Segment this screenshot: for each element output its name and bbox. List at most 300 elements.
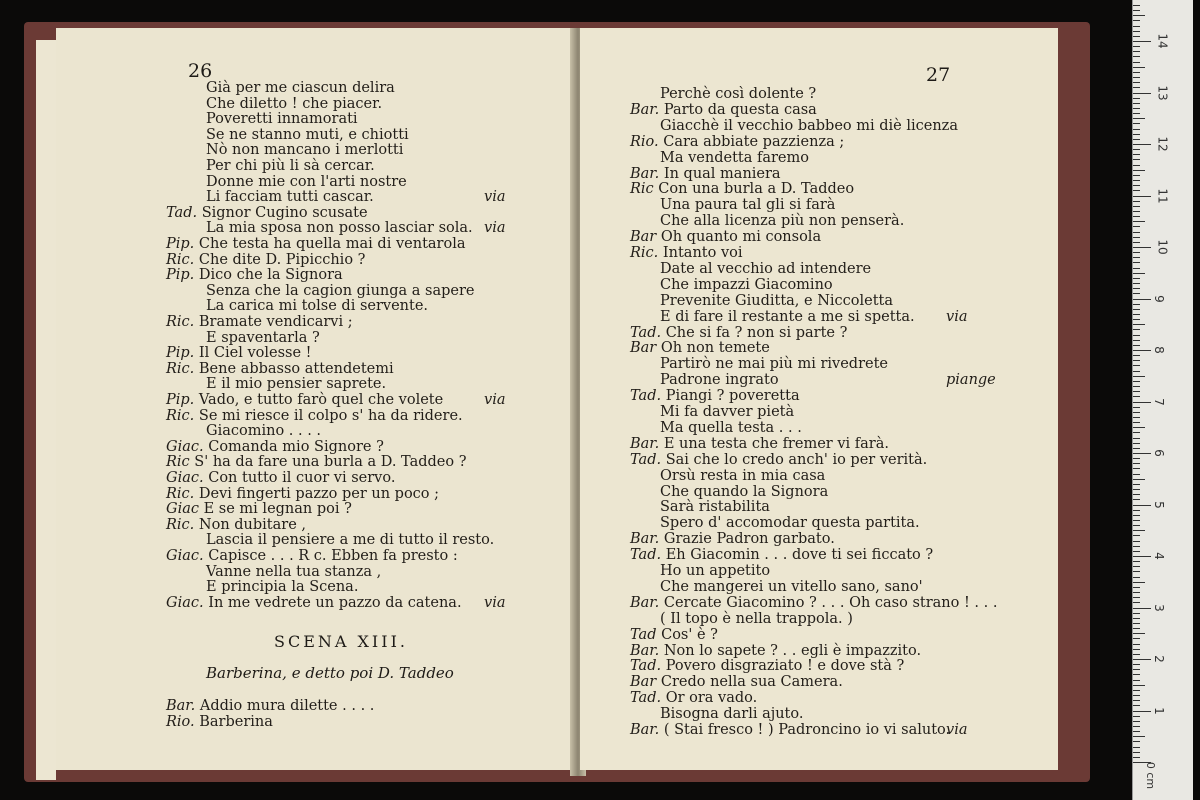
ruler-tick <box>1133 741 1140 742</box>
ruler-tick <box>1133 690 1140 691</box>
text-line <box>206 283 475 299</box>
speaker-label: Tad. <box>630 324 666 341</box>
ruler-tick <box>1133 633 1145 634</box>
ruler-tick <box>1133 669 1140 670</box>
speaker-label: Ric. <box>166 314 199 330</box>
ruler-tick <box>1133 299 1151 300</box>
line-text: Cara abbiate pazzienza ; <box>663 133 845 150</box>
ruler-tick <box>1133 602 1140 603</box>
ruler-tick <box>1133 510 1140 511</box>
ruler-tick <box>1133 134 1140 135</box>
ruler-tick <box>1133 757 1140 758</box>
ruler-tick <box>1133 638 1140 639</box>
ruler-number: 11 <box>1155 187 1170 204</box>
text-line <box>630 627 718 643</box>
line-text: Povero disgraziato ! e dove stà ? <box>665 658 905 675</box>
text-line <box>206 142 403 158</box>
speaker-label: Pip. <box>166 267 199 284</box>
line-text: Lascia il pensiere a me di tutto il resto. <box>206 532 495 549</box>
text-line <box>206 330 320 346</box>
stage-direction: via <box>484 220 506 237</box>
ruler-tick <box>1133 118 1145 119</box>
text-line <box>630 531 835 547</box>
ruler-tick <box>1133 10 1140 11</box>
text-line <box>660 309 915 325</box>
text-line <box>206 174 407 190</box>
ruler-tick <box>1133 324 1145 325</box>
line-text: Senza che la cagion giunga a sapere <box>206 282 475 299</box>
ruler-tick <box>1133 123 1140 124</box>
ruler-tick <box>1133 62 1140 63</box>
text-line <box>660 86 816 102</box>
text-line <box>660 293 893 309</box>
line-text: Che impazzi Giacomino <box>660 276 833 293</box>
ruler-number: 3 <box>1151 603 1166 612</box>
ruler-tick <box>1133 360 1140 361</box>
line-text: Sarà ristabilita <box>660 499 770 516</box>
text-line <box>166 517 306 533</box>
ruler-tick <box>1133 340 1140 341</box>
text-line <box>660 404 794 420</box>
ruler-tick <box>1133 546 1140 547</box>
ruler-tick <box>1133 283 1140 284</box>
ruler-unit-label: 0 cm <box>1144 761 1158 790</box>
line-text: Barberina <box>199 713 273 730</box>
line-text: Or ora vado. <box>665 690 758 707</box>
ruler-tick <box>1133 736 1145 737</box>
ruler-tick <box>1133 566 1140 567</box>
ruler-tick <box>1133 221 1145 222</box>
text-line <box>660 563 770 579</box>
text-line <box>660 468 825 484</box>
text-line <box>660 420 802 436</box>
line-text: Date al vecchio ad intendere <box>660 260 872 277</box>
speaker-label: Bar. <box>166 698 200 714</box>
ruler-tick <box>1133 159 1140 160</box>
ruler-tick <box>1133 262 1140 263</box>
text-line <box>660 515 920 531</box>
line-text: Orsù resta in mia casa <box>660 467 826 484</box>
line-text: Non lo sapete ? . . egli è impazzito. <box>663 642 922 659</box>
page-number-right: 27 <box>926 64 951 86</box>
ruler-tick <box>1133 103 1140 104</box>
line-text: Eh Giacomin . . . dove ti sei ficcato ? <box>665 547 934 564</box>
ruler-tick <box>1133 520 1140 521</box>
ruler-tick <box>1133 93 1151 94</box>
ruler-number: 2 <box>1151 655 1166 663</box>
line-text: E principia la Scena. <box>206 579 359 596</box>
text-line <box>660 579 923 595</box>
ruler-tick <box>1133 628 1140 629</box>
ruler-tick <box>1133 26 1140 27</box>
text-line <box>166 252 365 268</box>
line-text: Perchè così dolente ? <box>660 86 817 102</box>
ruler-tick <box>1133 674 1140 675</box>
ruler-tick <box>1133 268 1140 269</box>
line-text: Ma quella testa . . . <box>660 419 802 436</box>
ruler-tick <box>1133 530 1145 531</box>
text-line <box>166 714 273 730</box>
ruler-tick <box>1133 314 1140 315</box>
ruler-tick <box>1133 165 1140 166</box>
ruler-tick <box>1133 257 1140 258</box>
ruler-tick <box>1133 468 1140 469</box>
ruler-tick <box>1133 649 1140 650</box>
line-text: Li facciam tutti cascar. <box>206 189 374 206</box>
line-text: Giacchè il vecchio babbeo mi diè licenza <box>660 117 958 134</box>
ruler-tick <box>1133 329 1140 330</box>
line-text: Che dite D. Pipicchio ? <box>198 251 366 268</box>
ruler-tick <box>1133 319 1140 320</box>
line-text: Comanda mio Signore ? <box>208 438 384 455</box>
speaker-label: Pip. <box>166 236 199 252</box>
ruler-tick <box>1133 72 1140 73</box>
text-line <box>660 356 888 372</box>
line-text: Grazie Padron garbato. <box>663 531 835 548</box>
ruler-tick <box>1133 551 1140 552</box>
ruler-tick <box>1133 525 1140 526</box>
line-text: Con tutto il cuor vi servo. <box>208 470 396 486</box>
line-text: In me vedrete un pazzo da catena. <box>208 594 462 611</box>
line-text: Che diletto ! che piacer. <box>206 95 383 112</box>
text-line <box>166 454 467 470</box>
text-line <box>206 579 358 595</box>
text-line <box>630 643 921 659</box>
ruler-tick <box>1133 226 1140 227</box>
line-text: Oh quanto mi consola <box>660 229 822 246</box>
line-text: E di fare il restante a me si spetta. <box>660 308 915 325</box>
ruler-tick <box>1133 731 1140 732</box>
ruler-tick <box>1133 190 1140 191</box>
ruler-tick <box>1133 252 1140 253</box>
ruler-tick <box>1133 170 1145 171</box>
line-text: ( Stai fresco ! ) Padroncino io vi saluto. <box>663 722 951 738</box>
ruler-number: 12 <box>1155 136 1170 152</box>
line-text: Già per me ciascun delira <box>206 80 395 96</box>
text-line <box>206 532 494 548</box>
ruler-tick <box>1133 422 1140 423</box>
ruler-number: 10 <box>1155 239 1170 255</box>
text-line <box>630 229 821 245</box>
text-line <box>166 501 352 517</box>
speaker-label: Ric. <box>166 485 199 502</box>
stage-direction: via <box>946 308 968 325</box>
ruler-tick <box>1133 149 1140 150</box>
text-line <box>630 166 781 182</box>
ruler-tick <box>1133 211 1140 212</box>
ruler-tick <box>1133 232 1140 233</box>
stage-direction: via <box>484 189 506 206</box>
ruler-tick <box>1133 592 1140 593</box>
scene-subheading: Barberina, e detto poi D. Taddeo <box>206 664 454 682</box>
line-text: ( Il topo è nella trappola. ) <box>660 610 853 627</box>
ruler-tick <box>1133 216 1140 217</box>
ruler-tick <box>1133 237 1140 238</box>
line-text: Che si fa ? non si parte ? <box>665 324 848 341</box>
ruler-number: 14 <box>1155 33 1170 49</box>
text-line <box>630 547 933 563</box>
ruler-tick <box>1133 185 1140 186</box>
ruler-tick <box>1133 386 1140 387</box>
text-line <box>206 564 381 580</box>
line-text: Sai che lo credo anch' io per verità. <box>665 451 928 468</box>
text-line <box>630 690 757 706</box>
line-text: Devi fingerti pazzo per un poco ; <box>198 485 440 502</box>
ruler-tick <box>1133 608 1151 609</box>
stage-direction: piange <box>946 372 996 389</box>
left-page <box>56 28 576 770</box>
text-line <box>660 484 828 500</box>
ruler-tick <box>1133 278 1140 279</box>
ruler-tick <box>1133 695 1140 696</box>
ruler-tick <box>1133 407 1140 408</box>
line-text: Capisce . . . R c. Ebben fa presto : <box>208 548 458 564</box>
ruler-tick <box>1133 726 1140 727</box>
line-text: S' ha da fare una burla a D. Taddeo ? <box>194 454 467 471</box>
text-line <box>660 706 803 722</box>
ruler-tick <box>1133 700 1140 701</box>
text-line <box>206 127 409 143</box>
text-line <box>166 595 462 611</box>
speaker-label: Tad <box>630 626 662 643</box>
line-text: Donne mie con l'arti nostre <box>206 173 407 190</box>
ruler-tick <box>1133 463 1140 464</box>
ruler-tick <box>1133 752 1140 753</box>
line-text: Che alla licenza più non penserà. <box>660 213 905 230</box>
speaker-label: Bar. <box>630 435 664 452</box>
speaker-label: Pip. <box>166 392 199 408</box>
ruler-tick <box>1133 453 1151 454</box>
ruler-tick <box>1133 711 1151 712</box>
text-line <box>206 376 386 392</box>
ruler-tick <box>1133 443 1140 444</box>
line-text: Parto da questa casa <box>663 101 817 118</box>
text-line <box>660 611 853 627</box>
line-text: Giacomino . . . . <box>206 423 322 440</box>
ruler-tick <box>1133 427 1145 428</box>
line-text: Piangi ? poveretta <box>665 388 800 405</box>
ruler-tick <box>1133 716 1140 717</box>
ruler-tick <box>1133 535 1140 536</box>
ruler-tick <box>1133 613 1140 614</box>
ruler-tick <box>1133 618 1140 619</box>
speaker-label: Rio. <box>166 713 200 730</box>
speaker-label: Giac. <box>166 438 209 455</box>
text-line <box>166 392 443 408</box>
ruler-tick <box>1133 56 1140 57</box>
ruler-tick <box>1133 242 1140 243</box>
text-line <box>660 197 835 213</box>
line-text: Se ne stanno muti, e chiotti <box>206 126 409 143</box>
text-line <box>630 722 950 738</box>
line-text: Poveretti innamorati <box>206 111 358 128</box>
line-text: Prevenite Giuditta, e Niccoletta <box>660 292 894 309</box>
text-line <box>206 189 374 205</box>
line-text: Bene abbasso attendetemi <box>198 360 394 377</box>
ruler-number: 4 <box>1151 552 1166 560</box>
text-line <box>166 548 458 564</box>
ruler-tick <box>1133 458 1140 459</box>
text-line <box>630 102 817 118</box>
text-line <box>630 340 770 356</box>
text-line <box>630 658 904 674</box>
ruler-tick <box>1133 144 1151 145</box>
line-text: Cercate Giacomino ? . . . Oh caso strano ! . . . <box>663 594 998 611</box>
page-number-left: 26 <box>188 60 213 82</box>
ruler-tick <box>1133 15 1145 16</box>
stage-direction: via <box>484 594 506 611</box>
speaker-label: Ric. <box>166 251 199 268</box>
ruler-tick <box>1133 680 1140 681</box>
ruler-tick <box>1133 391 1140 392</box>
ruler-tick <box>1133 46 1140 47</box>
ruler-tick <box>1133 597 1140 598</box>
line-text: Cos' è ? <box>661 626 718 643</box>
text-line <box>166 314 353 330</box>
line-text: Signor Cugino scusate <box>201 204 368 221</box>
speaker-label: Tad. <box>630 547 666 564</box>
ruler-number: 7 <box>1151 397 1166 406</box>
line-text: Ma vendetta faremo <box>660 149 809 166</box>
text-line <box>166 361 394 377</box>
ruler-tick <box>1133 381 1140 382</box>
ruler-tick <box>1133 448 1140 449</box>
speaker-label: Bar. <box>630 642 664 659</box>
line-text: Bramate vendicarvi ; <box>198 314 353 330</box>
ruler-number: 8 <box>1151 346 1166 354</box>
text-line <box>630 134 844 150</box>
ruler-tick <box>1133 489 1140 490</box>
ruler-number: 5 <box>1151 500 1166 509</box>
ruler-tick <box>1133 747 1140 748</box>
speaker-label: Bar. <box>630 165 664 182</box>
ruler-tick <box>1133 438 1140 439</box>
speaker-label: Pip. <box>166 345 199 362</box>
ruler-tick <box>1133 402 1151 403</box>
line-text: La carica mi tolse di servente. <box>206 298 429 315</box>
text-line <box>166 205 368 221</box>
line-text: Con una burla a D. Taddeo <box>658 181 855 198</box>
ruler-tick <box>1133 685 1145 686</box>
line-text: In qual maniera <box>663 165 781 182</box>
ruler-tick <box>1133 355 1140 356</box>
speaker-label: Bar <box>630 340 661 357</box>
ruler-tick <box>1133 541 1140 542</box>
ruler-tick <box>1133 139 1140 140</box>
speaker-label: Ric. <box>166 407 199 424</box>
speaker-label: Giac. <box>166 594 209 611</box>
line-text: Intanto voi <box>662 245 743 261</box>
speaker-label: Bar. <box>630 531 664 548</box>
ruler-tick <box>1133 345 1140 346</box>
ruler-tick <box>1133 87 1140 88</box>
ruler-tick <box>1133 20 1140 21</box>
speaker-label: Tad. <box>630 388 666 405</box>
ruler-tick <box>1133 350 1151 351</box>
speaker-label: Ric. <box>166 516 199 533</box>
ruler-tick <box>1133 376 1145 377</box>
text-line <box>630 436 889 452</box>
ruler-tick <box>1133 154 1140 155</box>
ruler-tick <box>1133 623 1140 624</box>
line-text: Il Ciel volesse ! <box>198 345 312 362</box>
ruler-tick <box>1133 41 1151 42</box>
ruler-tick <box>1133 571 1140 572</box>
page-block-edge <box>36 40 56 780</box>
text-line <box>166 439 384 455</box>
text-line <box>660 150 809 166</box>
ruler-tick <box>1133 365 1140 366</box>
line-text: Mi fa davver pietà <box>660 404 795 420</box>
speaker-label: Giac. <box>166 548 209 564</box>
ruler-number: 1 <box>1151 706 1166 715</box>
speaker-label: Ric. <box>630 245 663 261</box>
text-line <box>630 595 997 611</box>
ruler-tick <box>1133 654 1140 655</box>
ruler-tick <box>1133 201 1140 202</box>
ruler-tick <box>1133 417 1140 418</box>
ruler-tick <box>1133 371 1140 372</box>
ruler-tick <box>1133 108 1140 109</box>
ruler-tick <box>1133 561 1140 562</box>
line-text: Che mangerei un vitello sano, sano' <box>660 578 923 595</box>
ruler-tick <box>1133 196 1151 197</box>
speaker-label: Bar <box>630 674 661 691</box>
ruler-tick <box>1133 396 1140 397</box>
ruler-tick <box>1133 432 1140 433</box>
speaker-label: Giac <box>166 501 204 518</box>
text-line <box>166 236 465 252</box>
text-line <box>660 372 779 388</box>
line-text: Addio mura dilette . . . . <box>199 698 375 714</box>
text-line <box>630 325 847 341</box>
line-text: Padrone ingrato <box>660 372 779 389</box>
ruler-tick <box>1133 705 1140 706</box>
ruler-tick <box>1133 82 1140 83</box>
speaker-label: Ric <box>630 181 659 198</box>
text-line <box>166 698 374 714</box>
text-line <box>206 423 321 439</box>
line-text: Spero d' accomodar questa partita. <box>660 515 920 532</box>
ruler-tick <box>1133 129 1140 130</box>
speaker-label: Bar. <box>630 101 664 118</box>
ruler-tick <box>1133 98 1140 99</box>
ruler-tick <box>1133 288 1140 289</box>
line-text: Se mi riesce il colpo s' ha da ridere. <box>198 407 463 424</box>
line-text: La mia sposa non posso lasciar sola. <box>206 220 473 237</box>
speaker-label: Tad. <box>630 658 666 675</box>
ruler-tick <box>1133 484 1140 485</box>
speaker-label: Ric <box>166 454 195 471</box>
ruler-tick <box>1133 51 1140 52</box>
text-line <box>660 261 871 277</box>
ruler-tick <box>1133 36 1140 37</box>
ruler-tick <box>1133 721 1140 722</box>
speaker-label: Tad. <box>166 204 202 221</box>
ruler-tick <box>1133 247 1151 248</box>
line-text: Bisogna darli ajuto. <box>660 706 804 723</box>
text-line <box>630 245 743 261</box>
ruler-tick <box>1133 412 1140 413</box>
ruler-number: 6 <box>1151 449 1166 457</box>
ruler-number: 13 <box>1155 84 1170 101</box>
line-text: Vado, e tutto farò quel che volete <box>198 392 444 408</box>
stage-direction: via <box>946 722 968 738</box>
text-line <box>630 674 843 690</box>
measurement-ruler <box>1132 0 1193 800</box>
text-line <box>660 213 904 229</box>
speaker-label: Ric. <box>166 360 199 377</box>
